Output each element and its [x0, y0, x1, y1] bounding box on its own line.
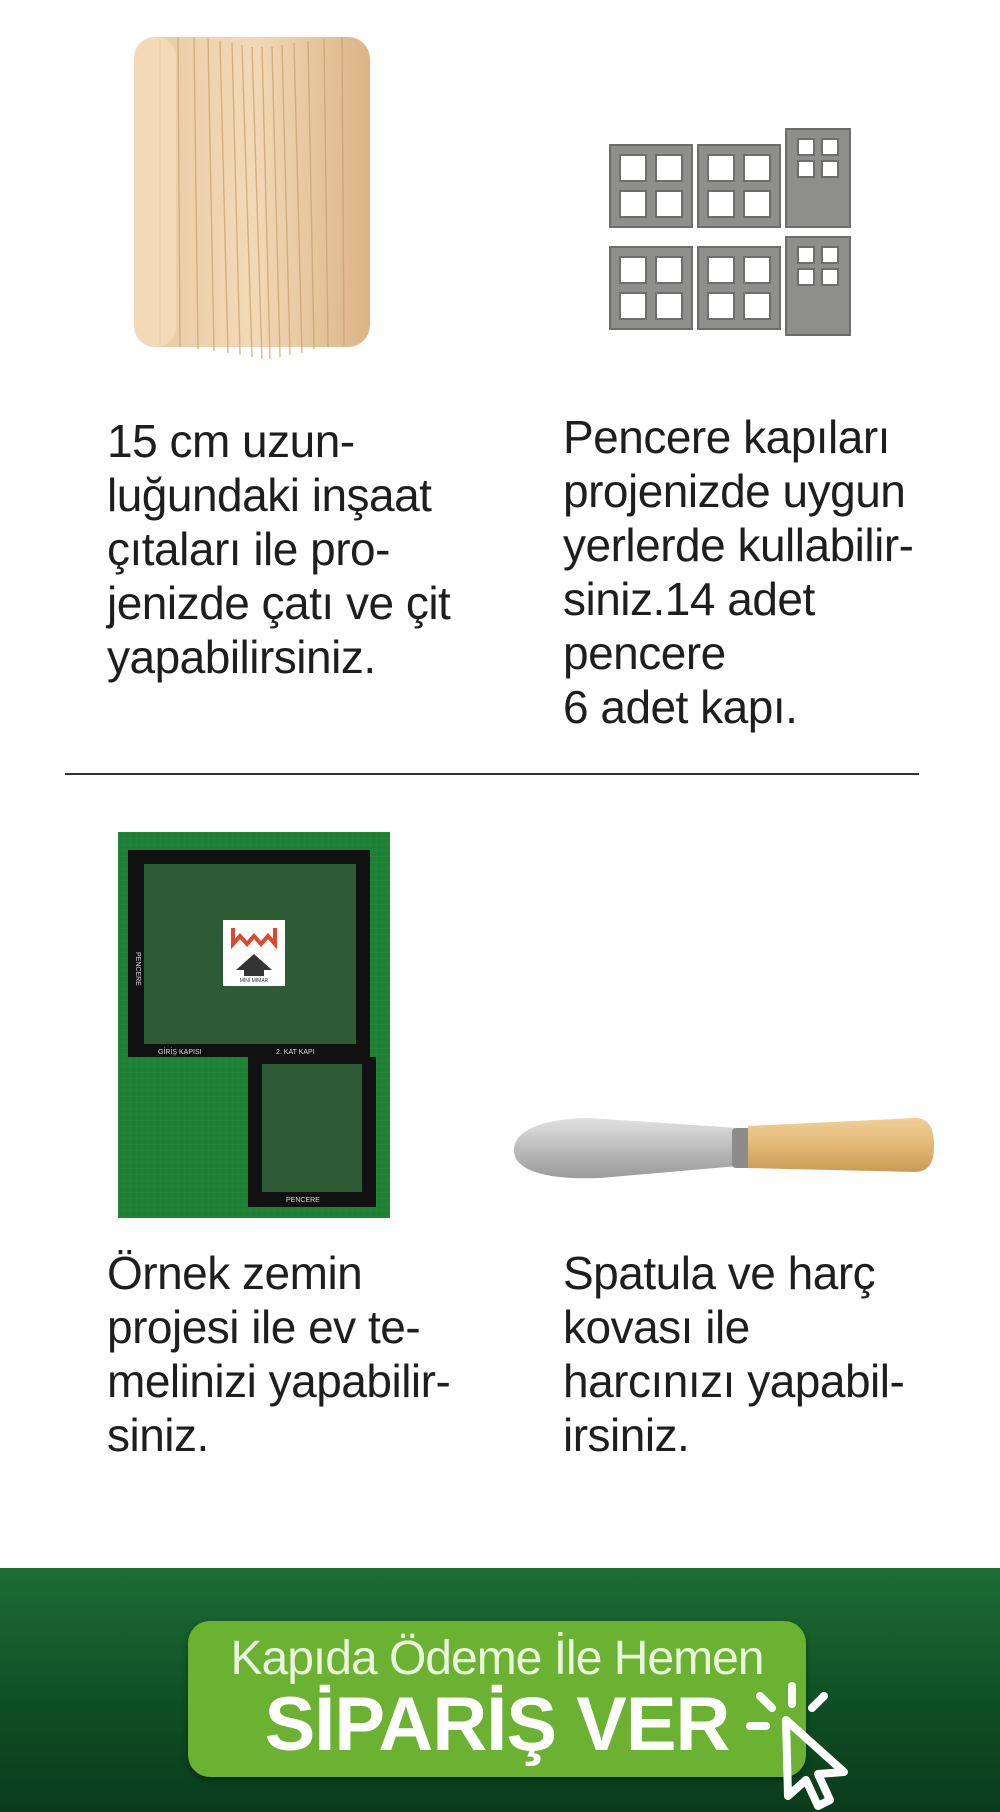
plan-logo-text: MİNİ MİMAR	[239, 978, 269, 984]
section-divider	[65, 773, 919, 775]
order-button[interactable]	[188, 1621, 806, 1777]
wooden-sticks-image	[120, 25, 380, 365]
feature-caption-plan: Örnek zemin projesi ile ev te- melinizi yapabilir- siniz.	[107, 1247, 451, 1461]
feature-caption-spatula: Spatula ve harç kovası ile harcınızı yapabil- irsiniz.	[563, 1247, 905, 1461]
feature-caption-windows: Pencere kapıları projenizde uygun yerlerde kullabilir- siniz.14 adet pencere 6 adet kapı.	[563, 411, 914, 733]
feature-caption-sticks: 15 cm uzun- luğundaki inşaat çıtaları ile pro- jenizde çatı ve çit yapabilirsiniz.	[107, 415, 451, 683]
floor-plan-image	[118, 832, 390, 1218]
plan-label-bottom: PENCERE	[286, 1197, 320, 1204]
plan-label-second-floor: 2. KAT KAPI	[276, 1049, 315, 1056]
click-cursor-icon	[740, 1676, 860, 1812]
order-button-subtitle: Kapıda Ödeme İle Hemen	[230, 1632, 764, 1685]
order-button-title: SİPARİŞ VER	[264, 1682, 730, 1767]
windows-doors-image	[600, 125, 860, 350]
plan-label-entrance: GİRİŞ KAPISI	[158, 1049, 202, 1056]
plan-label-side: PENCERE	[134, 952, 141, 986]
spatula-image	[510, 1110, 935, 1190]
